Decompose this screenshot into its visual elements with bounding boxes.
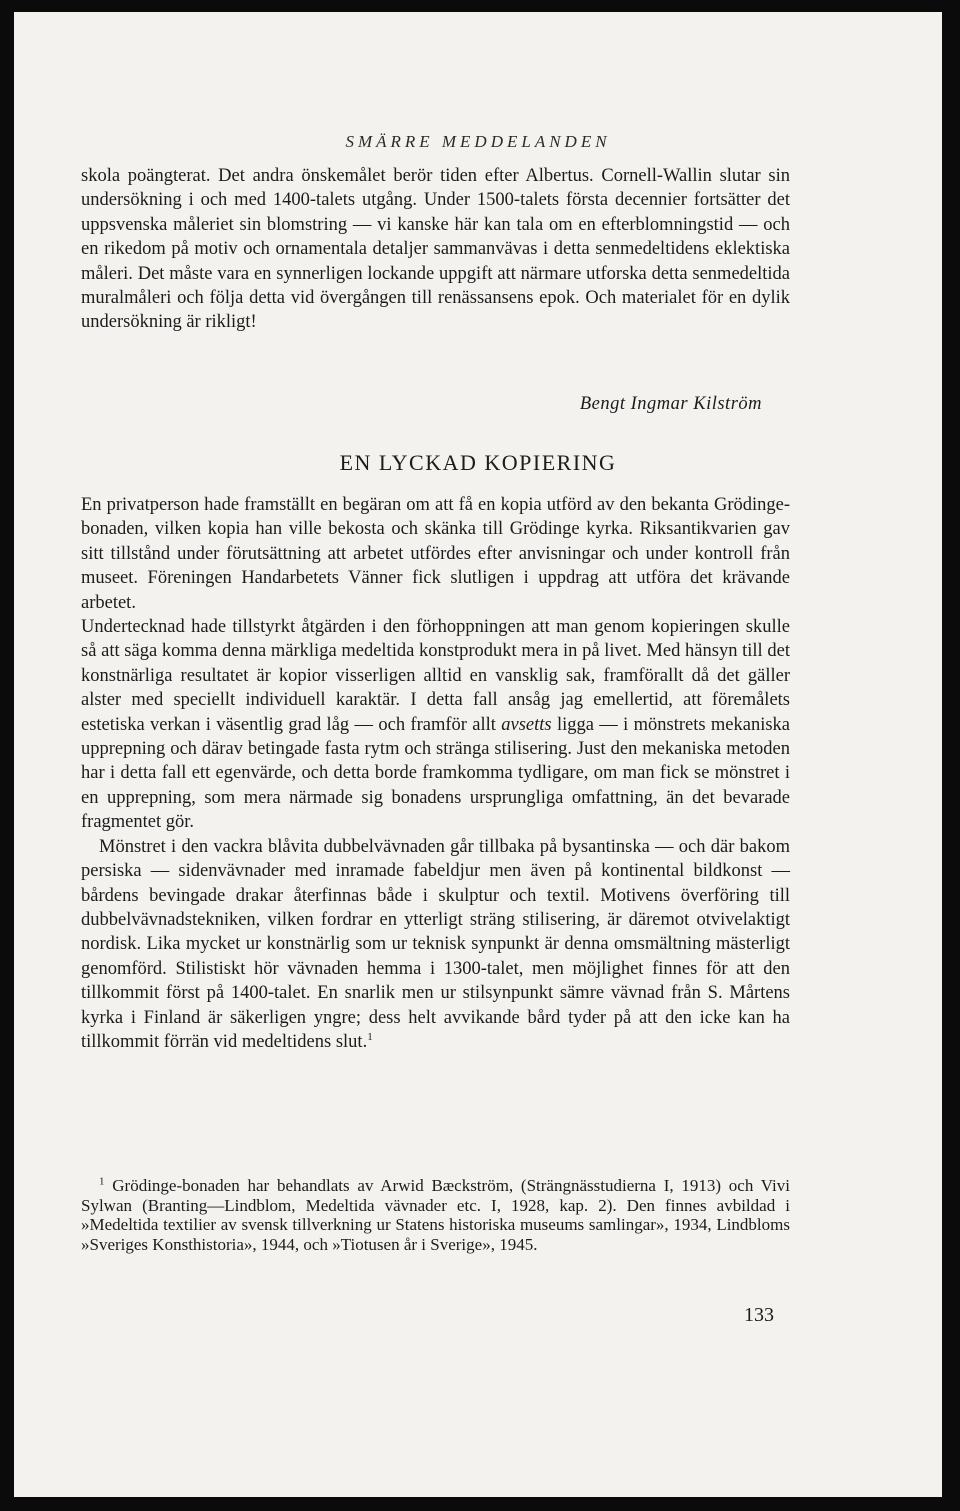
emphasized-word: avsetts [501,714,552,735]
intro-section [81,164,790,335]
paragraph-2-text-a: Undertecknad hade tillstyrkt åtgärden i den förhoppningen att man genom kopieringen skulle så att säga komma denna märkliga medeltida konstprodukt mera in på livet. Med hänsyn till det konstnärliga resultatet är kopior visserligen alltid en vansklig sak, framförallt då det gäller alster med speciellt individuell karaktär. I detta fall ansåg jag emellertid, att föremålets estetiska verkan i väsentlig grad låg — och framför allt [81,617,790,735]
author-signature: Bengt Ingmar Kilström [579,394,762,414]
footnote-text: Grödinge-bonaden har behandlats av Arwid Bæckström, (Strängnässtudierna I, 1913) och Vivi Sylwan (Branting—Lindblom, Medeltida vävnader etc. I, 1928, kap. 2). Den finnes avbildad i »Medeltida textilier av svensk tillverkning ur Statens historiska museums samlingar», 1934, Lindbloms »Sveriges Konsthistoria», 1944, och »Tiotusen år i Sverige», 1945. [81,1176,790,1254]
article-title: EN LYCKAD KOPIERING [339,450,617,475]
footnote [81,1176,790,1254]
footnote-marker: 1 [99,1175,105,1188]
document-page [14,12,942,1497]
body-paragraph-2 [81,615,790,835]
footnote-section [81,1176,790,1254]
paragraph-2-text-b: ligga — i mönstrets mekaniska upprepning och därav betingade fasta rytm och stränga stilisering. Just den mekaniska metoden har i detta fall ett egenvärde, och detta borde framkomma tydligare, om man fick se mönstret i en upprepning, som mera närmade sig bonadens ursprungliga omfattning, än det bevarade fragmentet gör. [81,714,791,833]
body-paragraph-1: En privatperson hade framställt en begäran om att få en kopia utförd av den bekanta Grödinge-bonaden, vilken kopia han ville bekosta och skänka till Grödinge kyrka. Riksantikvarien gav sitt tillstånd under förutsättning att arbetet utfördes efter anvisningar och under kontroll från museet. Föreningen Handarbetets Vänner fick slutligen i uppdrag att utföra det krävande arbetet. [81,495,790,613]
intro-paragraph: skola poängterat. Det andra önskemålet berör tiden efter Albertus. Cornell-Wallin slutar sin undersökning i och med 1400-talets utgång. Under 1500-talets första decennier fortsätter det uppsvenska måleriet sin blomstring — vi kanske här kan tala om en efterblomningstid — och en rikedom på motiv och ornamentala detaljer sammanvävas i detta senmedeltidens eklektiska måleri. Det måste vara en synnerligen lockande uppgift att närmare utforska detta senmedeltida muralmåleri och följa detta vid övergången till renässansens epok. Och materialet för en dylik undersökning är rikligt! [81,166,790,333]
paragraph-3-text: Mönstret i den vackra blåvita dubbelvävnaden går tillbaka på bysantinska — och där bakom persiska — sidenvävnader med inramade fabeldjur men även på kontinental bildkonst — bårdens bevingade drakar återfinnas både i skulptur och textil. Motivens överföring till dubbelvävnadstekniken, vilken fordrar en ytterligt sträng stilisering, är däremot otvivelaktigt nordisk. Lika mycket ur konstnärlig som ur teknisk synpunkt är denna omsmältning mästerligt genomförd. Stilistiskt hör vävnaden hemma i 1300-talet, men möjlighet finnes för att den tillkommit först på 1400-talet. En snarlik men ur stilsynpunkt sämre vävnad från S. Mårtens kyrka i Finland är säkerligen yngre; dess helt avvikande bård tyder på att den icke kan ha tillkommit förrän vid medeltidens slut. [81,836,790,1052]
page-number: 133 [744,1304,774,1326]
article-body [81,493,790,1054]
running-head: SMÄRRE MEDDELANDEN [345,132,611,151]
body-paragraph-3 [81,835,790,1055]
footnote-reference: 1 [367,1030,373,1043]
